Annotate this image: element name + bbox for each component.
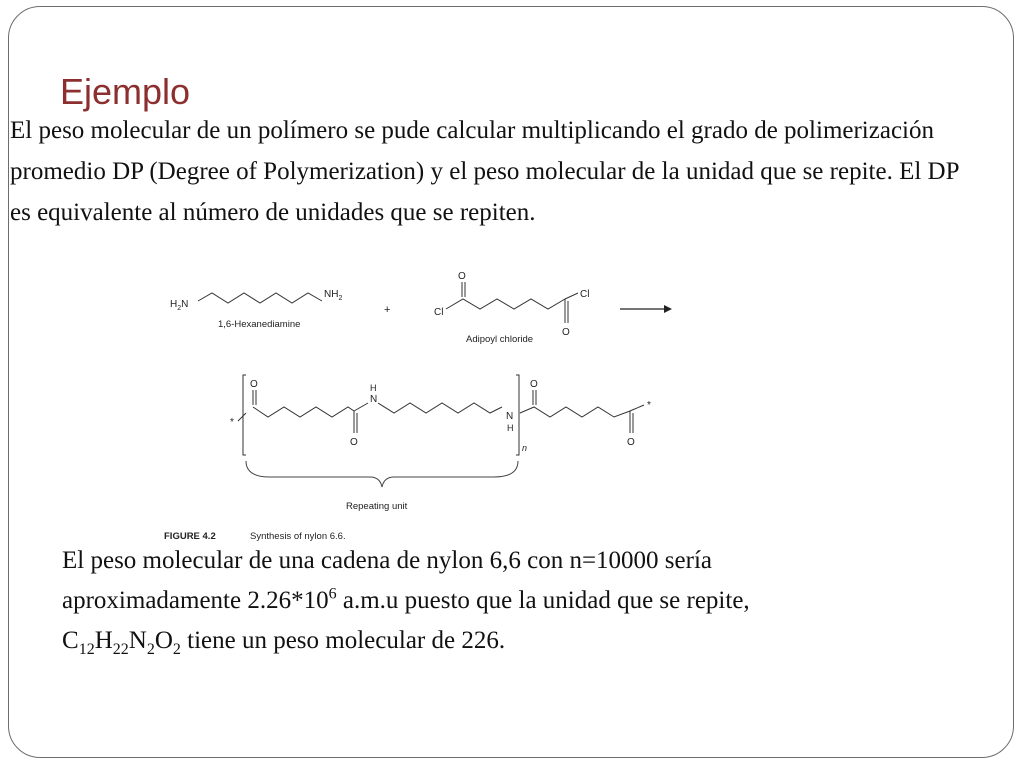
adipoyl-cl-left: Cl bbox=[434, 307, 444, 318]
amine-right-label: $NH_2$ bbox=[324, 289, 343, 302]
formula-o: O bbox=[154, 627, 173, 654]
nylon-polymer-structure bbox=[230, 375, 651, 455]
figure-caption-label: FIGURE 4.2 bbox=[164, 531, 216, 542]
adipoyl-chloride-structure bbox=[434, 271, 589, 345]
formula-n-sub: 2 bbox=[146, 641, 155, 658]
polymer-n-index: n bbox=[522, 443, 528, 453]
adipoyl-cl-right: Cl bbox=[580, 289, 590, 300]
reaction-diagram bbox=[150, 265, 700, 545]
figure-caption-text: Synthesis of nylon 6.6. bbox=[250, 531, 346, 542]
formula-c: C bbox=[62, 627, 79, 654]
polymer-star-left: * bbox=[230, 417, 234, 428]
formula-h-sub: 22 bbox=[112, 641, 129, 658]
polymer-o4: O bbox=[627, 437, 635, 448]
intro-paragraph: El peso molecular de un polímero se pude calcular multiplicando el grado de polimerización promedio DP (Degree of Polymerization) y el peso molecular de la unidad que se repite. El DP es equivalente al número de unidades que se repiten. bbox=[10, 117, 959, 226]
hexanediamine-structure bbox=[170, 289, 342, 330]
polymer-o1: O bbox=[250, 379, 258, 390]
polymer-h2: H bbox=[507, 423, 514, 433]
amine-left-label: $H_2N$ bbox=[170, 299, 189, 312]
nylon-synthesis-figure bbox=[150, 265, 700, 545]
polymer-star-right: * bbox=[647, 400, 651, 411]
polymer-n1: N bbox=[370, 394, 378, 405]
repeating-unit-label: Repeating unit bbox=[346, 501, 408, 512]
formula-o-sub: 2 bbox=[172, 641, 181, 658]
adipoyl-o-bottom: O bbox=[562, 327, 570, 338]
result-line-3 bbox=[62, 621, 962, 661]
exponent: 6 bbox=[328, 585, 337, 603]
reaction-arrow bbox=[620, 305, 672, 313]
result-line-2 bbox=[62, 581, 962, 621]
result-line-2-text: aproximadamente 2.26*10 bbox=[62, 587, 329, 614]
result-line-1: El peso molecular de una cadena de nylon 6,6 con n=10000 sería bbox=[62, 547, 712, 574]
adipoyl-o-top: O bbox=[458, 271, 466, 282]
slide-title: Ejemplo bbox=[60, 71, 191, 112]
adipoyl-chloride-name: Adipoyl chloride bbox=[466, 334, 534, 345]
hexanediamine-name: 1,6-Hexanediamine bbox=[218, 319, 301, 330]
result-line-2-tail: a.m.u puesto que la unidad que se repite, bbox=[336, 587, 750, 614]
repeating-unit-brace bbox=[246, 461, 518, 487]
polymer-h1: H bbox=[370, 383, 377, 393]
polymer-o3: O bbox=[530, 379, 538, 390]
plus-sign: + bbox=[384, 304, 391, 316]
polymer-o2: O bbox=[350, 437, 358, 448]
result-paragraph bbox=[62, 541, 962, 661]
result-line-3-tail: tiene un peso molecular de 226. bbox=[180, 627, 506, 654]
formula-n: N bbox=[128, 627, 147, 654]
polymer-n2: N bbox=[506, 411, 514, 422]
formula-h: H bbox=[94, 627, 113, 654]
formula-c-sub: 12 bbox=[78, 641, 95, 658]
